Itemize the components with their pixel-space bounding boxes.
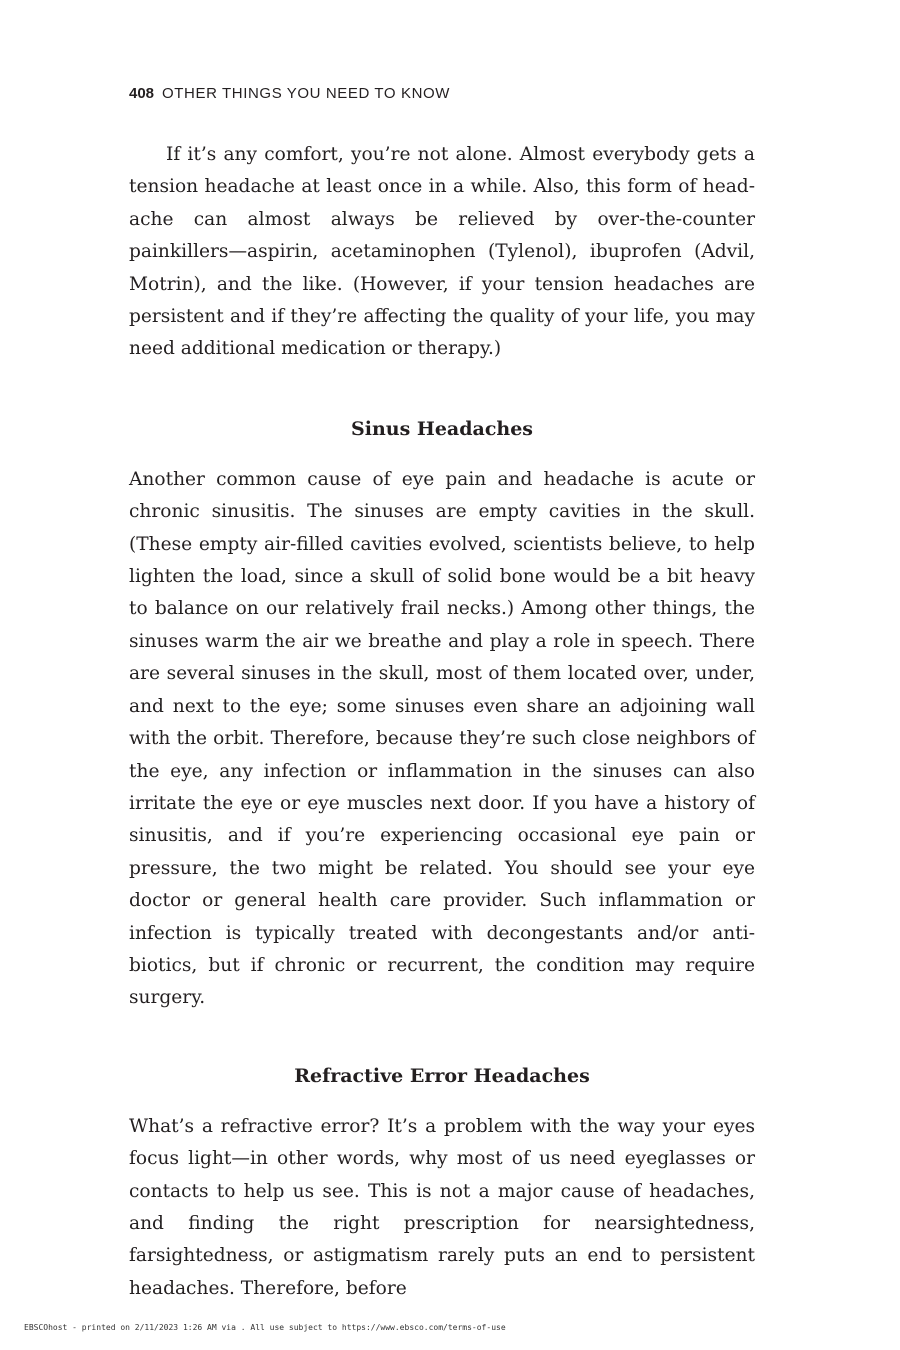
page-number: 408 — [129, 85, 155, 102]
intro-paragraph: If it’s any comfort, you’re not alone. Almost everybody gets a tension headache at least once in a while. Also, this form of headache can almost always be relieved by over-the-counter painkillers—aspirin, acetaminophen (Tylenol), ibuprofen (Advil, Motrin), and the like. (However, if your tension headaches are persistent and if they’re affecting the quality of your life, you may need additional medication or therapy.) — [129, 144, 755, 360]
sinus-headaches-heading: Sinus Headaches — [351, 417, 533, 440]
running-head — [129, 84, 450, 104]
print-notice-footer: EBSCOhost - printed on 2/11/2023 1:26 AM via . All use subject to https://www.ebsco.com/terms-of-use — [24, 1323, 506, 1332]
running-head-title: OTHER THINGS YOU NEED TO KNOW — [162, 85, 451, 102]
refractive-paragraph: What’s a refractive error? It’s a problem with the way your eyes focus light—in other words, why most of us need eyeglasses or contacts to help us see. This is not a major cause of headaches, and finding the right prescription for nearsightedness, farsightedness, or astigmatism rarely puts an end to persistent headaches. Therefore, before — [129, 1115, 755, 1299]
sinus-paragraph: Another common cause of eye pain and headache is acute or chronic sinusitis. The sinuses are empty cavities in the skull. (These empty air-filled cavities evolved, scientists believe, to help lighten the load, since a skull of solid bone would be a bit heavy to balance on our relatively frail necks.) Among other things, the sinuses warm the air we breathe and play a role in speech. There are several sinuses in the skull, most of them located over, under, and next to the eye; some sinuses even share an adjoining wall with the orbit. Therefore, because they’re such close neighbors of the eye, any infection or inflammation in the sinuses can also irritate the eye or eye muscles next door. If you have a history of sinusitis, and if you’re experiencing occasional eye pain or pressure, the two might be related. You should see your eye doctor or general health care provider. Such inflammation or infection is typically treated with decongestants and/or antibiotics, but if chronic or recurrent, the condition may require surgery. — [129, 468, 755, 1009]
refractive-error-headaches-heading: Refractive Error Headaches — [294, 1064, 590, 1087]
body-text — [129, 139, 755, 1305]
